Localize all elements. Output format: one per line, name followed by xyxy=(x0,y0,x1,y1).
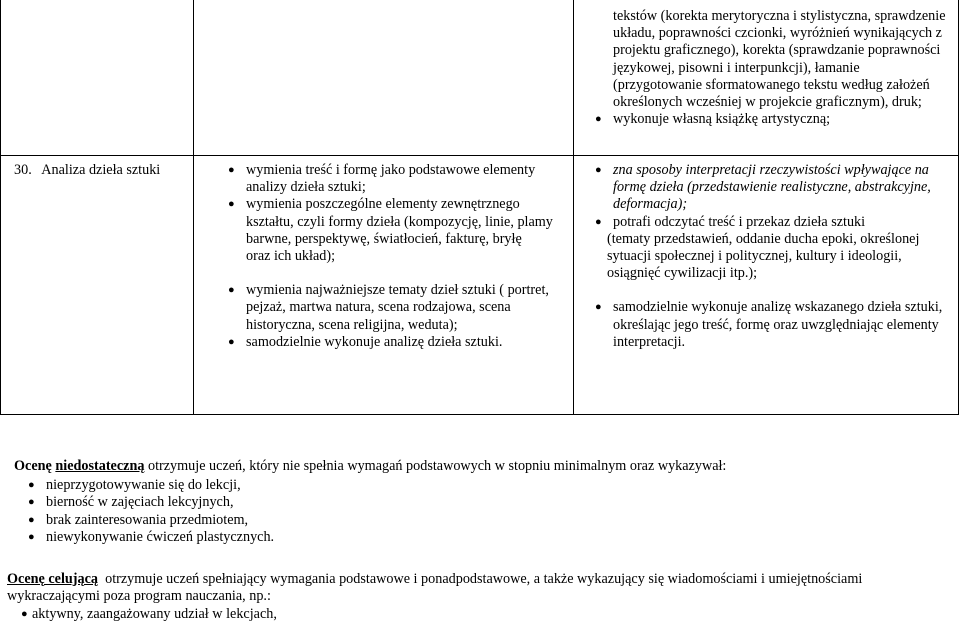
insufficient-grade-section xyxy=(14,458,944,546)
excellent-grade-section xyxy=(7,571,937,624)
list-item: ● wymienia poszczególne elementy zewnętrznego kształtu, czyli formy dzieła (kompozycję, linie, plamy barwne, perspektywę, światłocień, fakturę, bryłę xyxy=(222,196,562,248)
list-item: ● brak zainteresowania przedmiotem, xyxy=(14,512,944,529)
middle-cell xyxy=(222,162,562,351)
list-item: ● samodzielnie wykonuje analizę dzieła sztuki. xyxy=(222,334,562,351)
list-item: ● bierność w zajęciach lekcyjnych, xyxy=(14,494,944,511)
list-item: ● wymienia treść i formę jako podstawowe elementy analizy dzieła sztuki; xyxy=(222,162,562,196)
row-title-text: Analiza dzieła sztuki xyxy=(41,162,161,178)
table-border-right xyxy=(958,0,959,415)
list-item: ● samodzielnie wykonuje analizę wskazanego dzieła sztuki, określając jego treść, formę oraz uwzględniając elementy interpretacji. xyxy=(589,299,951,351)
top-right-cell xyxy=(589,8,951,128)
excellent-paragraph xyxy=(7,571,937,605)
list-item-continuation: oraz ich układ); xyxy=(246,248,336,265)
right-cell xyxy=(589,162,951,351)
list-item: ● wymienia najważniejsze tematy dzieł sztuki ( portret, pejzaż, martwa natura, scena rodzajowa, scena historyczna, scena religijna, weduta); xyxy=(222,282,562,334)
list-item-continuation: (tematy przedstawień, oddanie ducha epoki, określonej sytuacji społecznej i politycznej, kultury i ideologii, osiągnięć cywilizacji itp.); xyxy=(607,230,920,282)
list-item: ● niewykonywanie ćwiczeń plastycznych. xyxy=(14,529,944,546)
list-item: ● zna sposoby interpretacji rzeczywistości wpływające na formę dzieła (przedstawienie realistyczne, abstrakcyjne, deformacja); xyxy=(589,162,951,214)
row-number: 30. xyxy=(14,162,32,178)
list-item: ● wykonuje własną książkę artystyczną; xyxy=(589,111,951,128)
row-title xyxy=(14,162,160,179)
continuation-text: tekstów (korekta merytoryczna i stylistyczna, sprawdzenie układu, poprawności czcionki, wyróżnień wynikających z projektu graficznego), korekta (sprawdzanie poprawności językowej, pisowni i interpunkcji), łamanie (przygotowanie sformatowanego tekstu według założeń określonych wcześniej w projekcie graficznym), druk; xyxy=(613,8,946,111)
table-border-left xyxy=(0,0,1,415)
grade-name: Ocenę celującą xyxy=(7,571,98,587)
list-item: ● potrafi odczytać treść i przekaz dzieła sztuki xyxy=(589,214,951,231)
insufficient-paragraph xyxy=(14,458,944,475)
table-col-divider-2 xyxy=(573,0,574,415)
table-row-divider xyxy=(0,155,959,156)
table-col-divider-1 xyxy=(193,0,194,415)
grade-name: niedostateczną xyxy=(55,458,145,474)
grade-lead: Ocenę xyxy=(14,458,52,474)
grade-description: otrzymuje uczeń, który nie spełnia wymagań podstawowych w stopniu minimalnym oraz wykazywał: xyxy=(144,458,727,474)
list-item: ● nieprzygotowywanie się do lekcji, xyxy=(14,477,944,494)
table-bottom-border xyxy=(0,414,959,415)
list-item: ● aktywny, zaangażowany udział w lekcjach, xyxy=(7,606,937,623)
grade-description: otrzymuje uczeń spełniający wymagania podstawowe i ponadpodstawowe, a także wykazujący się wiadomościami i umiejętnościami wykraczającymi poza program nauczania, np.: xyxy=(7,571,866,605)
